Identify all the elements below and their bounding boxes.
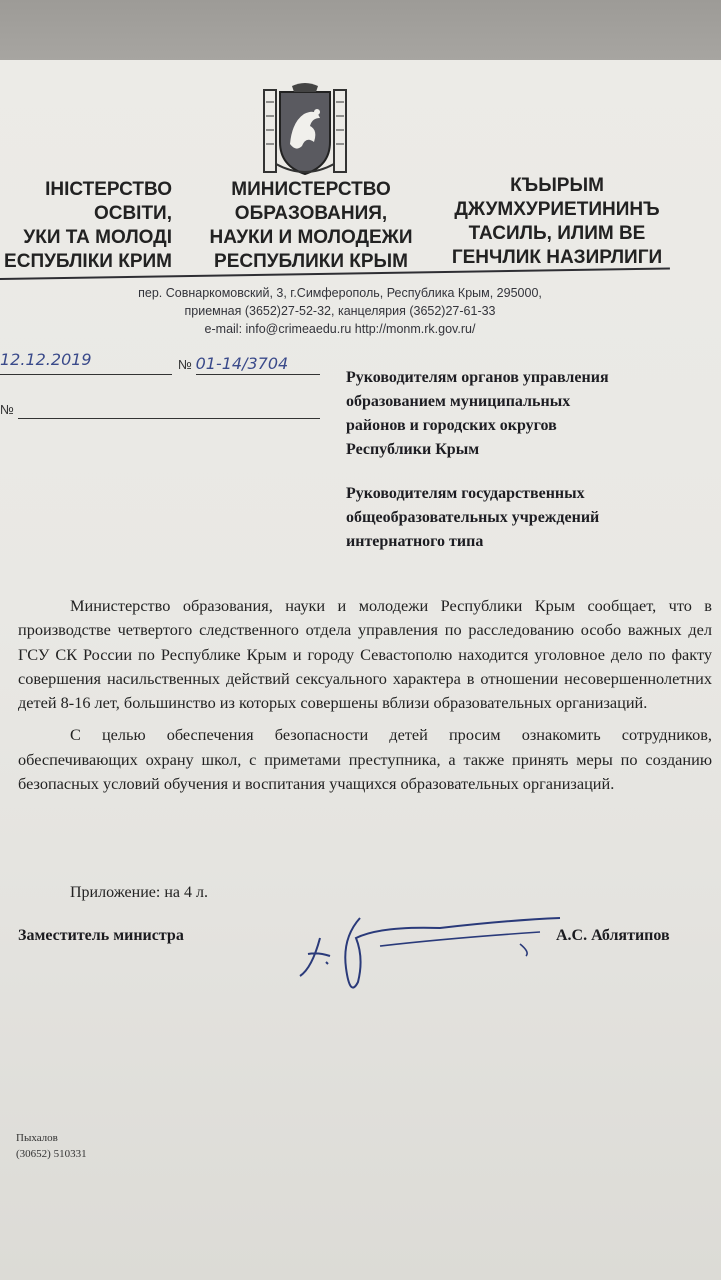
document-sheet — [0, 60, 721, 1280]
number-underline — [196, 374, 320, 375]
header-ukrainian: ІНІСТЕРСТВО ОСВІТИ, УКИ ТА МОЛОДІ ЕСПУБЛІКИ КРИМ — [4, 179, 172, 272]
reference-number-label: № — [0, 402, 14, 417]
coat-of-arms-icon — [262, 82, 348, 180]
addressee-municipal: Руководителям органов управления образованием муниципальных районов и городских округов Республики Крым — [346, 369, 609, 458]
addressee-boarding-schools: Руководителям государственных общеобразовательных учреждений интернатного типа — [346, 485, 600, 550]
ministry-address: пер. Совнаркомовский, 3, г.Симферополь, Республика Крым, 295000, приемная (3652)27-52-32, канцелярия (3652)27-61-33 e-mail: info@crimeaedu.ru http://monm.rk.gov.ru/ — [138, 286, 542, 336]
registration-date: 12.12.2019 — [0, 350, 92, 369]
handwritten-signature — [290, 898, 590, 1008]
body-paragraph: С целью обеспечения безопасности детей просим ознакомить сотрудников, обеспечивающих охрану школ, с приметами преступника, а также принять меры по созданию безопасных условий обучения и воспитания учащихся образовательных организаций. — [18, 725, 712, 794]
attachment-note: Приложение: на 4 л. — [70, 884, 208, 901]
reference-underline — [18, 418, 320, 419]
registration-number: № 01-14/3704 — [178, 354, 289, 373]
header-crimean-tatar: КЪЫРЫМ ДЖУМХУРИЕТИНИНЪ ТАСИЛЬ, ИЛИМ ВЕ ГЕНЧЛИК НАЗИРЛИГИ — [451, 175, 663, 268]
background-shadow — [0, 0, 721, 60]
letter-body — [18, 594, 712, 804]
signatory-name: А.С. Аблятипов — [556, 927, 670, 944]
date-underline — [0, 374, 172, 375]
signatory-title: Заместитель министра — [18, 927, 184, 944]
executor-info: Пыхалов (30652) 510331 — [16, 1132, 87, 1160]
header-russian: МИНИСТЕРСТВО ОБРАЗОВАНИЯ, НАУКИ И МОЛОДЕЖИ РЕСПУБЛИКИ КРЫМ — [209, 179, 413, 272]
body-paragraph: Министерство образования, науки и молодежи Республики Крым сообщает, что в производстве четвертого следственного отдела управления по расследованию особо важных дел ГСУ СК России по Республике Крым и городу Севастополю находится уголовное дело по факту совершения насильственных действий сексуального характера в отношении несовершеннолетних детей 8-16 лет, большинство из которых совершены вблизи образовательных организаций. — [18, 596, 712, 713]
